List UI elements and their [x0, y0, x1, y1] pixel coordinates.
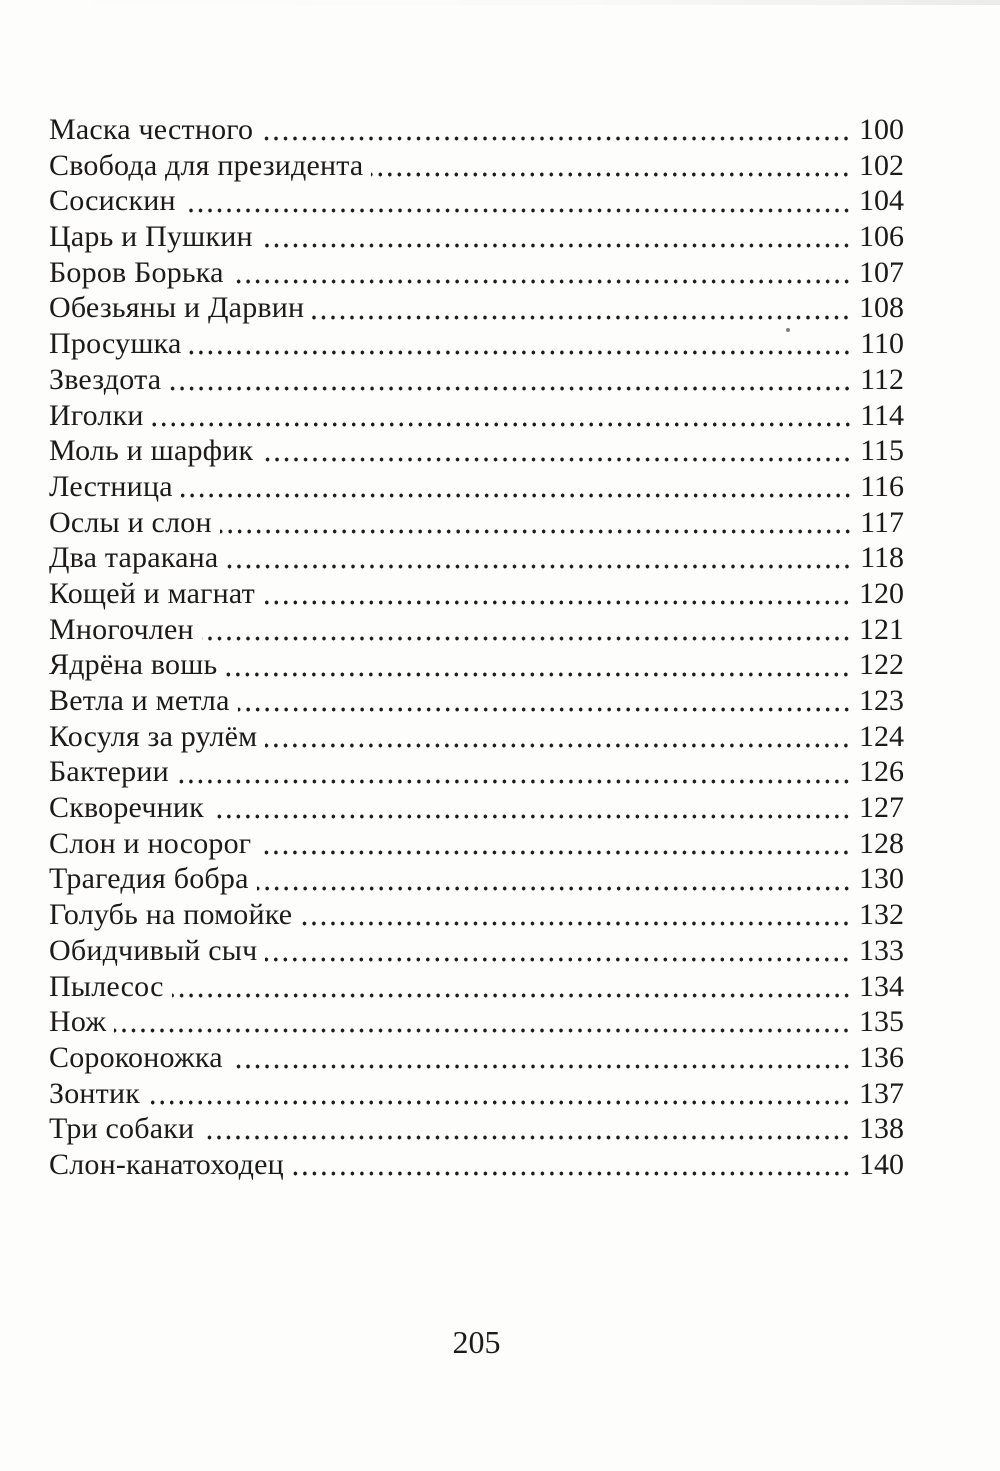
toc-entry-page: 108	[859, 291, 904, 325]
dot-leader	[371, 148, 851, 184]
toc-entry	[49, 612, 904, 648]
toc-entry-page: 118	[860, 541, 904, 575]
dot-leader	[202, 1111, 851, 1147]
toc-entry-title: Сороконожка	[49, 1040, 223, 1074]
toc-entry-page: 130	[859, 862, 904, 896]
toc-entry	[49, 754, 904, 790]
dot-leader	[172, 969, 851, 1005]
toc-entry-title: Бактерии	[49, 755, 169, 789]
toc-entry-title: Сосискин	[49, 184, 176, 218]
toc-entry-page: 112	[860, 362, 904, 396]
toc-entry-title: Царь и Пушкин	[49, 220, 253, 254]
dot-leader	[169, 362, 852, 398]
dot-leader	[259, 826, 851, 862]
dot-leader	[202, 612, 851, 648]
dot-leader	[220, 505, 852, 541]
toc-entry	[49, 1076, 904, 1112]
toc-entry-page: 110	[860, 327, 904, 361]
dot-leader	[226, 540, 852, 576]
toc-entry-page: 121	[859, 612, 904, 646]
dot-leader	[181, 469, 852, 505]
toc-entry-page: 117	[860, 505, 904, 539]
toc-entry-title: Ветла и метла	[49, 684, 230, 717]
toc-entry	[49, 362, 904, 398]
toc-entry-title: Три собаки	[49, 1112, 195, 1146]
toc-entry-page: 122	[859, 648, 904, 682]
toc-entry	[49, 469, 904, 505]
toc-entry-title: Моль и шарфик	[49, 434, 254, 468]
toc-entry	[49, 540, 904, 576]
toc-entry-title: Обезьяны и Дарвин	[49, 291, 305, 325]
dot-leader	[225, 647, 851, 683]
toc-entry	[49, 290, 904, 326]
toc-entry	[49, 1111, 904, 1147]
toc-entry-page: 107	[859, 255, 904, 289]
dot-leader	[212, 790, 851, 826]
toc-entry	[49, 433, 904, 469]
toc-entry-page: 128	[859, 826, 904, 860]
dot-leader	[148, 1076, 851, 1112]
toc-entry-page: 134	[859, 969, 904, 1003]
toc-entry-title: Зонтик	[49, 1076, 141, 1110]
toc-entry-page: 116	[860, 469, 904, 503]
toc-entry	[49, 1004, 904, 1040]
toc-entry-page: 137	[859, 1076, 904, 1110]
toc-entry	[49, 398, 904, 434]
scan-edge-artifact	[0, 0, 1000, 5]
toc-entry-title: Маска честного	[49, 113, 254, 146]
toc-entry-page: 138	[859, 1112, 904, 1146]
toc-entry	[49, 826, 904, 862]
toc-entry-page: 135	[859, 1005, 904, 1039]
toc-entry-title: Многочлен	[49, 612, 194, 646]
dot-leader	[292, 1147, 851, 1183]
toc-entry-title: Кощей и магнат	[49, 576, 255, 610]
toc-entry-title: Просушка	[49, 327, 182, 361]
toc-entry-title: Обидчивый сыч	[49, 933, 258, 967]
toc-entry-page: 132	[859, 898, 904, 932]
toc-entry-page: 104	[859, 184, 904, 218]
toc-entry-page: 133	[859, 933, 904, 967]
page-number: 205	[452, 1324, 501, 1360]
toc-entry-title: Голубь на помойке	[49, 898, 293, 932]
toc-entry	[49, 969, 904, 1005]
toc-entry-title: Ядрёна вошь	[49, 648, 218, 682]
toc-entry-page: 126	[859, 755, 904, 789]
toc-entry-title: Слон-канатоходец	[49, 1147, 284, 1181]
toc-entry-title: Иголки	[49, 398, 144, 432]
toc-entry	[49, 861, 904, 897]
dot-leader	[231, 1040, 851, 1076]
dot-leader	[189, 326, 852, 362]
toc-entry-page: 102	[859, 148, 904, 182]
toc-entry-page: 124	[859, 719, 904, 753]
dot-leader	[114, 1004, 851, 1040]
toc-entry	[49, 933, 904, 969]
dot-leader	[312, 290, 851, 326]
toc-entry-title: Слон и носорог	[49, 826, 252, 860]
dot-leader	[238, 683, 851, 719]
toc-entry	[49, 183, 904, 219]
toc-entry	[49, 1147, 904, 1183]
toc-entry	[49, 112, 904, 148]
toc-entry	[49, 505, 904, 541]
dot-leader	[265, 933, 851, 969]
toc-entry-page: 123	[859, 684, 904, 717]
toc-entry	[49, 255, 904, 291]
toc-entry	[49, 576, 904, 612]
dot-leader	[300, 897, 851, 933]
toc-entry-title: Свобода для президента	[49, 148, 364, 182]
toc-entry	[49, 148, 904, 184]
dot-leader	[152, 398, 852, 434]
toc-entry	[49, 1040, 904, 1076]
toc-entry	[49, 790, 904, 826]
toc-entry	[49, 897, 904, 933]
dot-leader	[265, 719, 851, 755]
toc-entry-title: Два таракана	[49, 541, 219, 575]
dot-leader	[261, 112, 851, 148]
toc-entry-page: 127	[859, 791, 904, 825]
toc-entry	[49, 647, 904, 683]
toc-entry-page: 136	[859, 1040, 904, 1074]
toc-entry-page: 114	[860, 398, 904, 432]
dot-leader	[261, 433, 852, 469]
toc-entry-title: Нож	[49, 1005, 107, 1039]
toc-entry-title: Косуля за рулём	[49, 719, 258, 753]
toc-entry	[49, 719, 904, 755]
toc-entry-title: Пылесос	[49, 969, 164, 1003]
dot-leader	[232, 255, 851, 291]
toc-entry-title: Боров Борька	[49, 255, 224, 289]
dot-leader	[177, 754, 851, 790]
toc-entry-page: 100	[859, 113, 904, 146]
dot-leader	[263, 576, 851, 612]
dot-leader	[257, 861, 851, 897]
toc-entry-page: 140	[859, 1147, 904, 1181]
toc-entry-title: Трагедия бобра	[49, 862, 249, 896]
toc-entry-page: 115	[860, 434, 904, 468]
toc-entry-page: 120	[859, 576, 904, 610]
toc-entry	[49, 326, 904, 362]
toc-entry-page: 106	[859, 220, 904, 254]
table-of-contents	[49, 112, 904, 1183]
toc-entry	[49, 219, 904, 255]
toc-entry-title: Скворечник	[49, 791, 204, 825]
toc-entry-title: Лестница	[49, 469, 173, 503]
toc-entry-title: Ослы и слон	[49, 505, 212, 539]
dot-leader	[184, 183, 851, 219]
toc-entry	[49, 683, 904, 719]
dot-leader	[261, 219, 851, 255]
toc-entry-title: Звездота	[49, 362, 162, 396]
